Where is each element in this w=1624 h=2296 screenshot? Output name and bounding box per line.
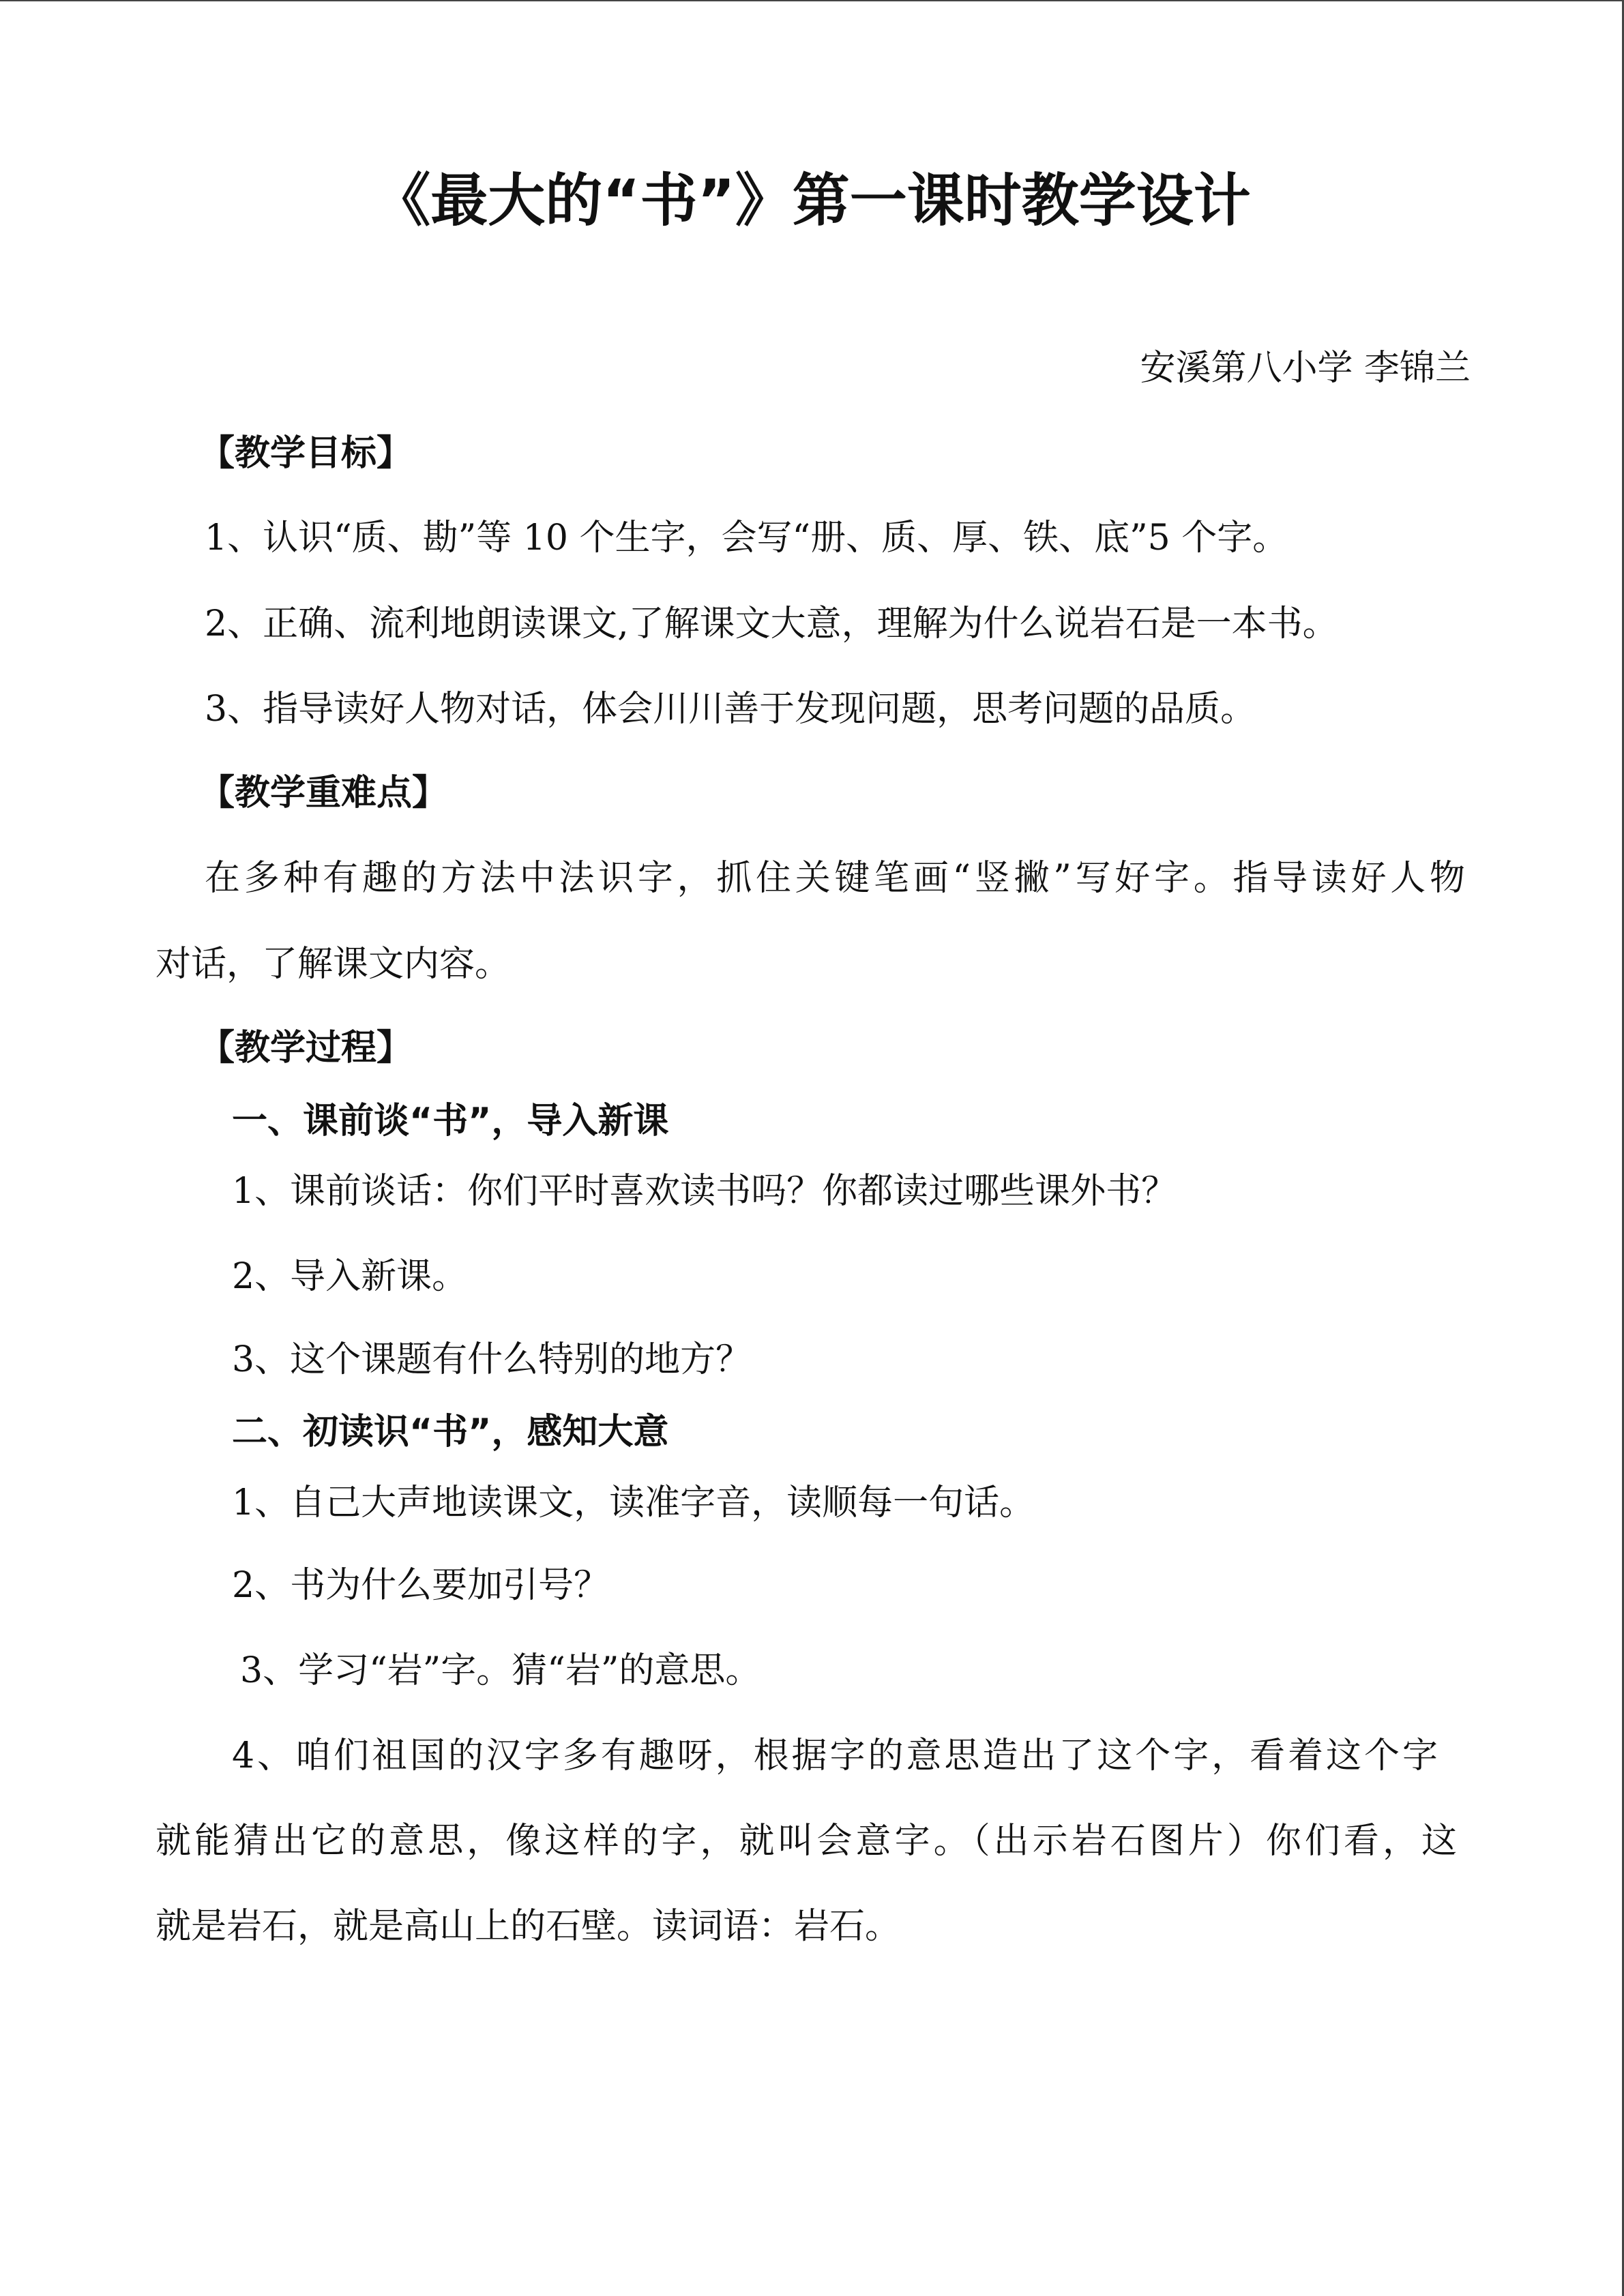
objectives-heading: 【教学目标】 [199, 433, 413, 474]
objective-item: 3、指导读好人物对话，体会川川善于发现问题，思考问题的品质。 [205, 689, 1256, 730]
keypoints-line: 对话，了解课文内容。 [156, 944, 511, 985]
process-heading: 【教学过程】 [199, 1028, 413, 1069]
section-step: 1、自己大声地读课文，读准字音，读顺每一句话。 [232, 1482, 1035, 1523]
keypoints-line: 在多种有趣的方法中法识字，抓住关键笔画“竖撇”写好字。指导读好人物 [205, 858, 1465, 899]
objective-item: 1、认识“质、勘”等 10 个生字，会写“册、质、厚、铁、底”5 个字。 [205, 518, 1288, 558]
section-paragraph-line: 就是岩石，就是高山上的石壁。读词语：岩石。 [156, 1906, 901, 1947]
document-title: 《最大的“书”》第一课时教学设计 [373, 167, 1251, 234]
section-step: 2、书为什么要加引号？ [232, 1565, 610, 1606]
section-step: 3、学习“岩”字。猜“岩”的意思。 [240, 1650, 761, 1691]
section-heading: 一、课前谈“书”，导入新课 [232, 1101, 669, 1142]
objective-item: 2、正确、流利地朗读课文,了解课文大意，理解为什么说岩石是一本书。 [205, 603, 1338, 644]
section-step: 2、导入新课。 [232, 1256, 468, 1297]
document-author: 安溪第八小学 李锦兰 [1140, 348, 1471, 389]
page-top-border [0, 0, 1624, 1]
section-heading: 二、初读识“书”，感知大意 [232, 1412, 669, 1452]
section-step: 3、这个课题有什么特别的地方？ [232, 1339, 752, 1380]
section-step: 1、课前谈话：你们平时喜欢读书吗？你都读过哪些课外书？ [232, 1171, 1177, 1212]
keypoints-heading: 【教学重难点】 [199, 773, 448, 814]
section-paragraph-line: 就能猜出它的意思，像这样的字，就叫会意字。（出示岩石图片）你们看，这 [156, 1821, 1457, 1862]
section-paragraph-line: 4、咱们祖国的汉字多有趣呀，根据字的意思造出了这个字，看着这个字 [232, 1735, 1438, 1776]
